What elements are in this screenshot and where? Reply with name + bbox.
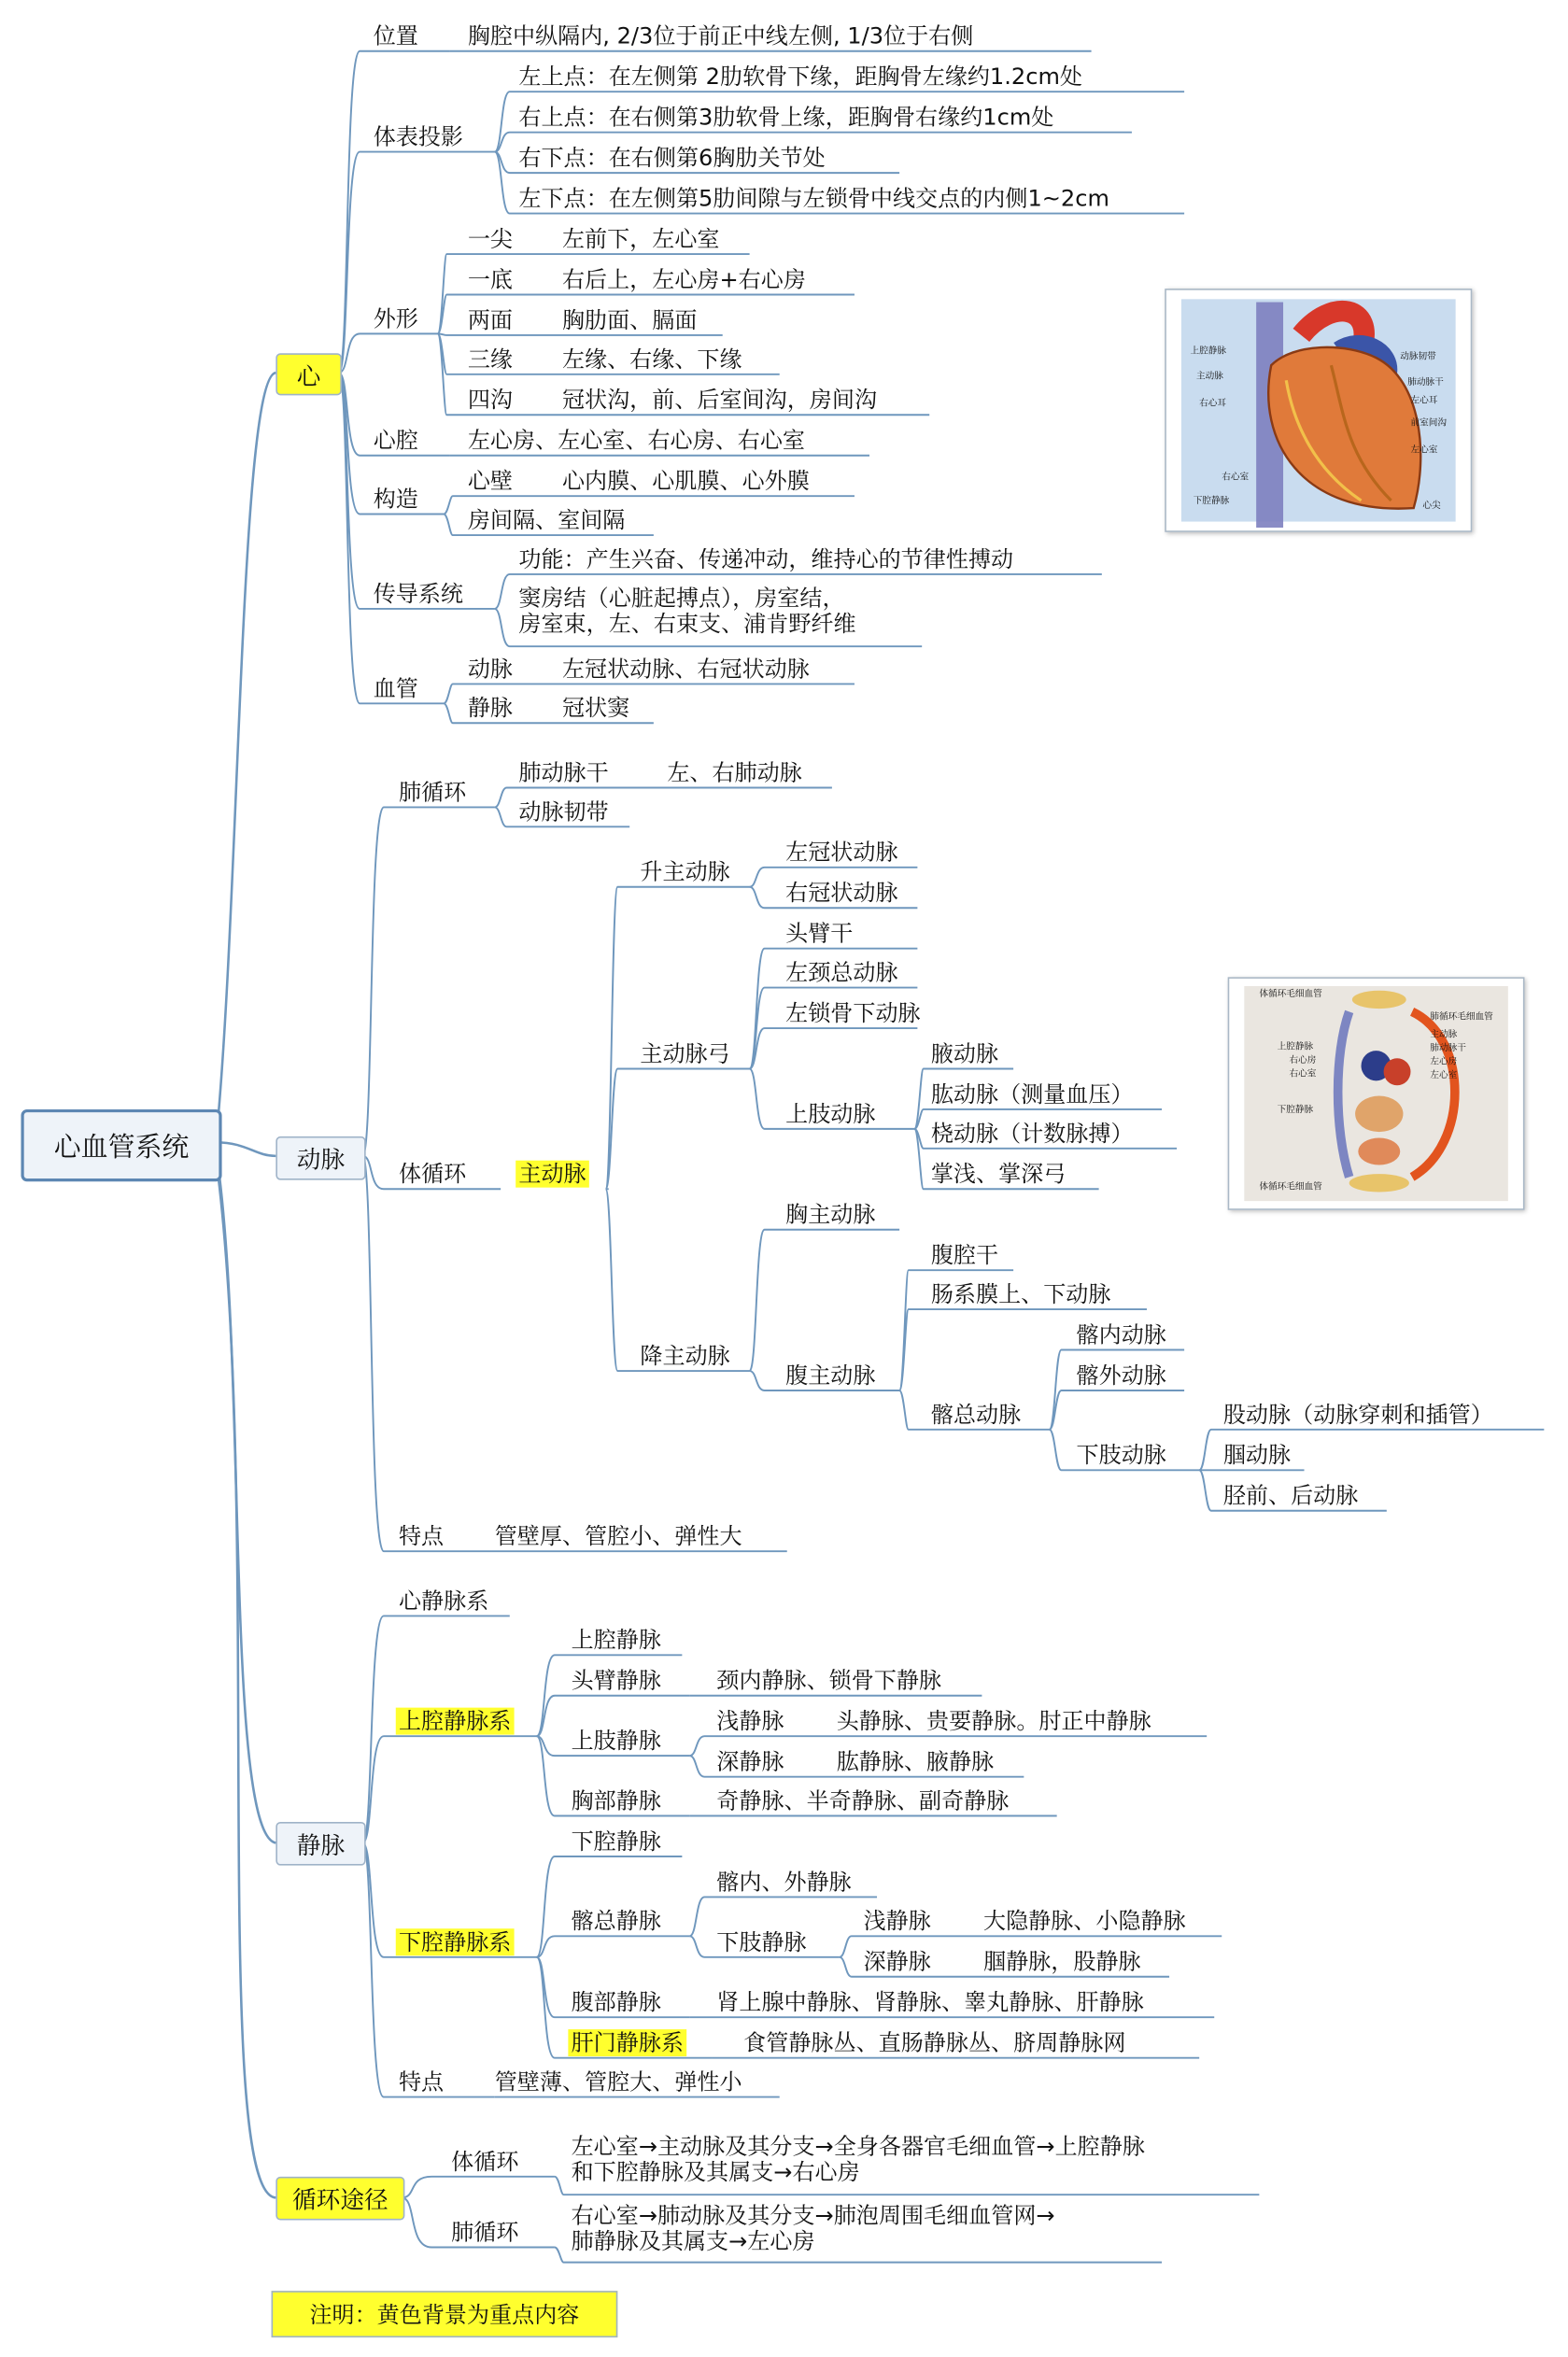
shape-key: 一尖 bbox=[467, 225, 514, 253]
svc-system: 上腔静脉系 bbox=[396, 1708, 515, 1735]
route-systemic-label: 体循环 bbox=[451, 2148, 519, 2176]
projection-item: 左上点：在左侧第 2肋软骨下缘，距胸骨左缘约1.2cm处 bbox=[518, 63, 1083, 91]
circ-image-label: 肺循环毛细血管 bbox=[1430, 1011, 1493, 1023]
connector-line bbox=[216, 1157, 275, 2197]
connector-line bbox=[606, 1068, 750, 1189]
arch-branch: 左锁骨下动脉 bbox=[785, 999, 921, 1027]
aortic-arch: 主动脉弓 bbox=[640, 1039, 730, 1067]
ul-superficial-branches: 头静脉、贵要静脉。肘正中静脉 bbox=[836, 1707, 1151, 1735]
arterial-ligament: 动脉韧带 bbox=[518, 797, 609, 826]
ascending-branch: 左冠状动脉 bbox=[785, 839, 898, 867]
heart-cavity-label: 心腔 bbox=[373, 427, 418, 455]
heart-position-label: 位置 bbox=[373, 22, 418, 50]
heart-vein-text: 冠状窦 bbox=[561, 694, 630, 722]
heart-image-label: 心尖 bbox=[1422, 501, 1441, 512]
connector-line bbox=[402, 2177, 555, 2198]
shape-key: 一底 bbox=[467, 265, 514, 293]
projection-item: 左下点：在左侧第5肋间隙与左锁骨中线交点的内侧1~2cm bbox=[518, 184, 1109, 212]
connector-line bbox=[362, 1156, 491, 1551]
heart-image-label: 前室间沟 bbox=[1410, 417, 1448, 429]
connector-line bbox=[438, 333, 723, 335]
route-systemic-text: 左心室→主动脉及其分支→全身各器官毛细血管→上腔静脉 和下腔静脉及其属支→右心房 bbox=[571, 2133, 1145, 2186]
abdominal-vein-branches: 肾上腺中静脉、肾静脉、睾丸静脉、肝静脉 bbox=[716, 1988, 1144, 2016]
arch-branch: 头臂干 bbox=[785, 920, 854, 948]
upper-limb-artery: 上肢动脉 bbox=[785, 1100, 876, 1128]
portal-branches: 食管静脉丛、直肠静脉丛、脐周静脉网 bbox=[743, 2029, 1126, 2057]
vein-feature-label: 特点 bbox=[398, 2068, 445, 2096]
heart-image-label: 右心耳 bbox=[1199, 398, 1227, 409]
connector-line bbox=[216, 1142, 275, 1155]
connector-line bbox=[362, 1736, 536, 1842]
connector-line bbox=[537, 1936, 690, 1957]
heart-artery-label: 动脉 bbox=[467, 655, 514, 683]
ascending-branch: 右冠状动脉 bbox=[785, 879, 898, 907]
heart-projection-label: 体表投影 bbox=[373, 122, 464, 150]
abdominal-aorta: 腹主动脉 bbox=[785, 1362, 876, 1390]
connector-line bbox=[750, 1028, 918, 1068]
heart-image-label: 左心耳 bbox=[1410, 395, 1438, 406]
node-circulation-route[interactable] bbox=[275, 2177, 404, 2221]
circ-image-label: 左心房 bbox=[1430, 1056, 1458, 1067]
iliac-vein-branches: 髂内、外静脉 bbox=[716, 1868, 852, 1896]
route-label: 循环途径 bbox=[291, 2185, 388, 2215]
artery-feature-label: 特点 bbox=[398, 1522, 445, 1550]
upper-limb-branch: 腋动脉 bbox=[930, 1039, 999, 1067]
circ-image-label: 右心室 bbox=[1289, 1068, 1317, 1080]
node-vein[interactable] bbox=[275, 1822, 365, 1866]
route-pulmonary-label: 肺循环 bbox=[451, 2218, 519, 2246]
shape-value: 右后上，左心房+右心房 bbox=[561, 265, 806, 293]
projection-item: 右上点：在右侧第3肋软骨上缘，距胸骨右缘约1cm处 bbox=[518, 104, 1054, 132]
circ-image-label: 肺动脉干 bbox=[1430, 1043, 1466, 1054]
cardiac-vein-system: 心静脉系 bbox=[398, 1587, 489, 1615]
circ-image-label: 体循环毛细血管 bbox=[1259, 989, 1322, 1000]
ul-deep-branches: 肱静脉、腋静脉 bbox=[836, 1748, 995, 1776]
heart-wall-label: 心壁 bbox=[467, 467, 514, 495]
connector-line bbox=[339, 373, 444, 703]
ll-superficial-branches: 大隐静脉、小隐静脉 bbox=[983, 1907, 1186, 1935]
abdominal-vein: 腹部静脉 bbox=[571, 1988, 661, 2016]
common-iliac-artery: 髂总动脉 bbox=[930, 1401, 1022, 1429]
aorta-label: 主动脉 bbox=[516, 1161, 589, 1188]
ll-superficial: 浅静脉 bbox=[863, 1907, 931, 1935]
heart-vein-label: 静脉 bbox=[467, 694, 514, 722]
shape-key: 两面 bbox=[467, 306, 514, 334]
legend-note: 注明：黄色背景为重点内容 bbox=[272, 2291, 618, 2337]
svc-main: 上腔静脉 bbox=[571, 1626, 661, 1654]
iliac-branch: 髂外动脉 bbox=[1076, 1362, 1166, 1390]
systemic-label: 体循环 bbox=[398, 1160, 467, 1188]
heart-structure-label: 构造 bbox=[373, 485, 418, 513]
shape-key: 三缘 bbox=[467, 346, 514, 374]
upper-limb-vein: 上肢静脉 bbox=[571, 1727, 661, 1755]
circ-image-label: 主动脉 bbox=[1430, 1029, 1458, 1040]
shape-key: 四沟 bbox=[467, 386, 514, 414]
shape-value: 左前下，左心室 bbox=[561, 225, 720, 253]
projection-item: 右下点：在右侧第6胸肋关节处 bbox=[518, 144, 826, 172]
node-heart[interactable] bbox=[275, 353, 342, 395]
connector-line bbox=[339, 333, 438, 373]
upper-limb-branch: 肱动脉（测量血压） bbox=[930, 1080, 1134, 1108]
ivc-system: 下腔静脉系 bbox=[396, 1928, 515, 1955]
node-artery[interactable] bbox=[275, 1136, 365, 1180]
heart-image-label: 肺动脉干 bbox=[1407, 377, 1444, 388]
heart-shape-label: 外形 bbox=[373, 304, 418, 332]
heart-anatomy-image bbox=[1165, 289, 1472, 532]
heart-vessels-label: 血管 bbox=[373, 674, 418, 702]
connector-line bbox=[362, 1842, 494, 2096]
pulmonary-label: 肺循环 bbox=[398, 778, 467, 806]
conduction-nodes: 窦房结（心脏起搏点），房室结， 房室束，左、右束支、浦肯野纤维 bbox=[518, 585, 856, 638]
heart-artery-text: 左冠状动脉、右冠状动脉 bbox=[561, 655, 810, 683]
lower-limb-branch: 股动脉（动脉穿刺和插管） bbox=[1222, 1401, 1493, 1429]
ul-superficial: 浅静脉 bbox=[716, 1707, 784, 1735]
pulmonary-trunk-branches: 左、右肺动脉 bbox=[667, 758, 802, 786]
heart-image-label: 右心室 bbox=[1222, 472, 1250, 483]
lower-limb-branch: 腘动脉 bbox=[1222, 1441, 1292, 1469]
circ-image-label: 体循环毛细血管 bbox=[1259, 1181, 1322, 1193]
upper-limb-branch: 桡动脉（计数脉搏） bbox=[930, 1120, 1134, 1148]
hepatic-portal-system: 肝门静脉系 bbox=[568, 2029, 686, 2056]
lower-limb-vein: 下肢静脉 bbox=[716, 1928, 807, 1956]
shape-value: 胸肋面、膈面 bbox=[561, 306, 698, 334]
artery-feature-text: 管壁厚、管腔小、弹性大 bbox=[494, 1522, 742, 1550]
circ-image-label: 左心室 bbox=[1430, 1070, 1458, 1081]
heart-wall-text: 心内膜、心肌膜、心外膜 bbox=[561, 467, 810, 495]
connector-line bbox=[750, 1230, 900, 1371]
brachiocephalic-vein: 头臂静脉 bbox=[571, 1667, 661, 1695]
lower-limb-branch: 胫前、后动脉 bbox=[1222, 1482, 1359, 1510]
pulmonary-trunk: 肺动脉干 bbox=[518, 758, 609, 786]
ul-deep: 深静脉 bbox=[716, 1748, 784, 1776]
vein-feature-text: 管壁薄、管腔大、弹性小 bbox=[494, 2068, 742, 2096]
heart-image-label: 上腔静脉 bbox=[1190, 346, 1227, 357]
abdominal-branch: 肠系膜上、下动脉 bbox=[930, 1280, 1111, 1308]
ll-deep: 深静脉 bbox=[863, 1948, 931, 1976]
brachiocephalic-branches: 颈内静脉、锁骨下静脉 bbox=[716, 1667, 942, 1695]
thoracic-vein-branches: 奇静脉、半奇静脉、副奇静脉 bbox=[716, 1786, 1010, 1814]
circ-image-label: 下腔静脉 bbox=[1277, 1105, 1314, 1116]
common-iliac-vein: 髂总静脉 bbox=[571, 1907, 661, 1935]
thoracic-vein: 胸部静脉 bbox=[571, 1786, 661, 1814]
heart-illustration bbox=[1166, 290, 1471, 531]
upper-limb-branch: 掌浅、掌深弓 bbox=[930, 1160, 1067, 1188]
connector-line bbox=[1050, 1390, 1184, 1430]
connector-line bbox=[339, 152, 495, 374]
heart-position-text: 胸腔中纵隔内, 2/3位于前正中线左侧, 1/3位于右侧 bbox=[467, 22, 974, 50]
abdominal-branch: 腹腔干 bbox=[930, 1241, 999, 1269]
connector-line bbox=[216, 373, 275, 1142]
shape-value: 冠状沟，前、后室间沟，房间沟 bbox=[561, 386, 878, 414]
descending-aorta: 降主动脉 bbox=[640, 1342, 730, 1370]
heart-cavity-text: 左心房、左心室、右心房、右心室 bbox=[467, 427, 806, 455]
conduction-function: 功能：产生兴奋、传递冲动，维持心的节律性搏动 bbox=[518, 545, 1014, 573]
heart-image-label: 主动脉 bbox=[1195, 371, 1223, 382]
circulation-diagram-image bbox=[1228, 977, 1525, 1210]
iliac-branch: 髂内动脉 bbox=[1076, 1320, 1166, 1348]
connector-line bbox=[606, 887, 750, 1190]
route-pulmonary-text: 右心室→肺动脉及其分支→肺泡周围毛细血管网→ 肺静脉及其属支→左心房 bbox=[571, 2202, 1055, 2255]
heart-label: 心 bbox=[296, 361, 321, 390]
arch-branch: 左颈总动脉 bbox=[785, 958, 898, 986]
connector-line bbox=[362, 807, 494, 1155]
vein-label: 静脉 bbox=[296, 1830, 346, 1860]
thoracic-aorta: 胸主动脉 bbox=[785, 1201, 876, 1229]
conduction-label: 传导系统 bbox=[373, 580, 464, 608]
circ-image-label: 右心房 bbox=[1289, 1055, 1317, 1066]
ivc-main: 下腔静脉 bbox=[571, 1828, 661, 1856]
lower-limb-artery: 下肢动脉 bbox=[1076, 1441, 1166, 1469]
heart-septum-text: 房间隔、室间隔 bbox=[467, 506, 626, 534]
heart-image-label: 下腔静脉 bbox=[1193, 496, 1230, 507]
ascending-aorta: 升主动脉 bbox=[640, 858, 730, 886]
heart-image-label: 左心室 bbox=[1410, 445, 1438, 456]
artery-label: 动脉 bbox=[296, 1145, 346, 1175]
root-node[interactable]: 心血管系统 bbox=[21, 1109, 221, 1181]
heart-image-label: 动脉韧带 bbox=[1400, 351, 1436, 362]
circ-image-label: 上腔静脉 bbox=[1277, 1041, 1314, 1052]
shape-value: 左缘、右缘、下缘 bbox=[561, 346, 742, 374]
ll-deep-branches: 腘静脉，股静脉 bbox=[983, 1948, 1141, 1976]
